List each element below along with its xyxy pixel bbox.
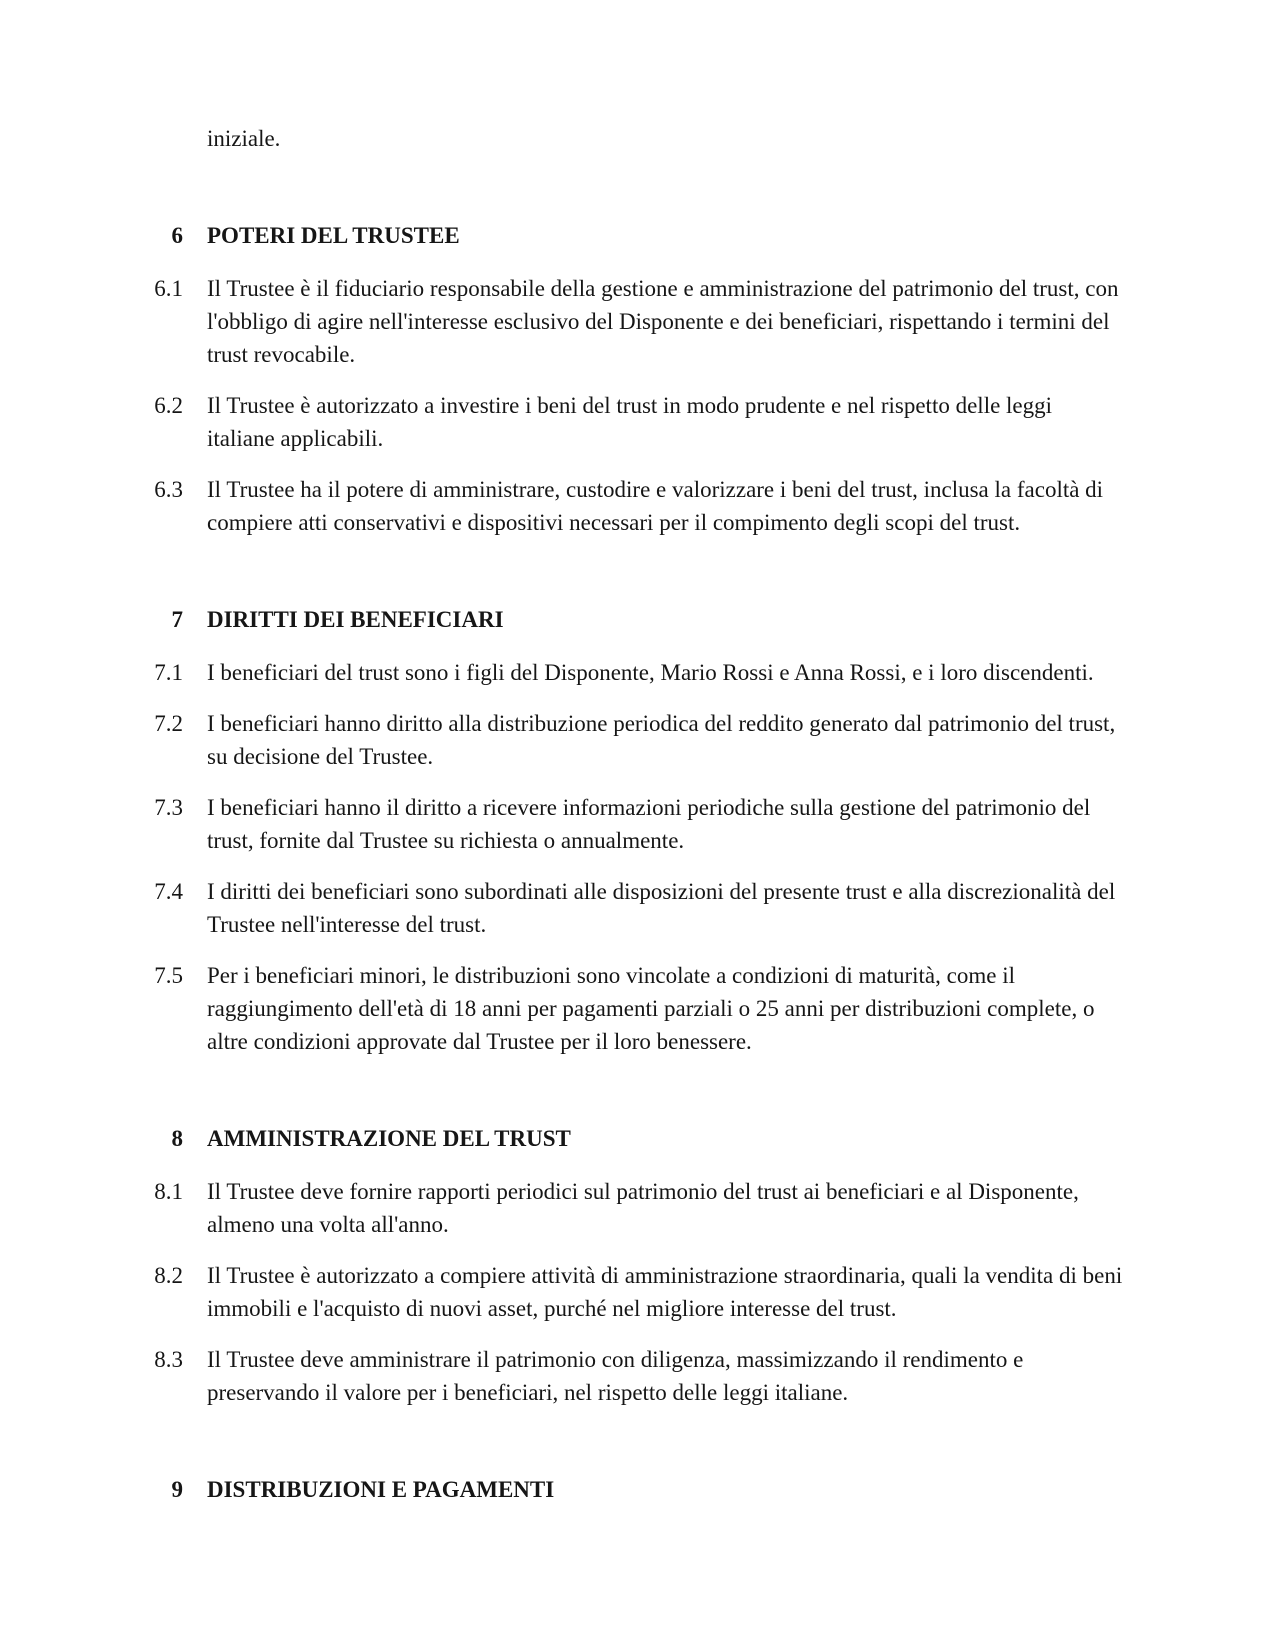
clause-row-6-1 bbox=[154, 272, 1125, 371]
clause-row-6-3 bbox=[154, 473, 1125, 539]
clause-number: 7.4 bbox=[154, 879, 183, 904]
clause-row-8-1 bbox=[154, 1175, 1125, 1241]
clause-text: I beneficiari hanno diritto alla distribuzione periodica del reddito generato dal patrimonio del trust, su decisione del Trustee. bbox=[207, 711, 1116, 769]
clause-row-7-2 bbox=[154, 707, 1125, 773]
clause-text: Il Trustee è autorizzato a investire i beni del trust in modo prudente e nel rispetto delle leggi italiane applicabili. bbox=[207, 393, 1053, 451]
clause-text: Il Trustee deve fornire rapporti periodici sul patrimonio del trust ai beneficiari e al Disponente, almeno una volta all'anno. bbox=[207, 1179, 1079, 1237]
section-heading-7 bbox=[154, 603, 1125, 636]
section-heading-6 bbox=[154, 219, 1125, 252]
section-title: POTERI DEL TRUSTEE bbox=[207, 223, 460, 248]
clause-text: Il Trustee è il fiduciario responsabile della gestione e amministrazione del patrimonio del trust, con l'obbligo di agire nell'interesse esclusivo del Disponente e dei beneficiari, rispettando i termini del trust revocabile. bbox=[207, 276, 1119, 367]
clause-text: Per i beneficiari minori, le distribuzioni sono vincolate a condizioni di maturità, come il raggiungimento dell'età di 18 anni per pagamenti parziali o 25 anni per distribuzioni complete, o altre condizioni approvate dal Trustee per il loro benessere. bbox=[207, 963, 1095, 1054]
clause-number: 7.5 bbox=[154, 963, 183, 988]
clause-number: 8.2 bbox=[154, 1263, 183, 1288]
clause-text: I diritti dei beneficiari sono subordinati alle disposizioni del presente trust e alla discrezionalità del Trustee nell'interesse del trust. bbox=[207, 879, 1116, 937]
clause-number: 7.3 bbox=[154, 795, 183, 820]
clause-number: 8.3 bbox=[154, 1347, 183, 1372]
clause-text: Il Trustee ha il potere di amministrare, custodire e valorizzare i beni del trust, inclusa la facoltà di compiere atti conservativi e dispositivi necessari per il compimento degli scopi del trust. bbox=[207, 477, 1104, 535]
clause-row-7-1 bbox=[154, 656, 1125, 689]
clause-number: 6.3 bbox=[154, 477, 183, 502]
section-number: 7 bbox=[171, 607, 183, 632]
section-title: AMMINISTRAZIONE DEL TRUST bbox=[207, 1126, 571, 1151]
clause-row-7-4 bbox=[154, 875, 1125, 941]
clause-number: 7.1 bbox=[154, 660, 183, 685]
clause-text: Il Trustee deve amministrare il patrimonio con diligenza, massimizzando il rendimento e preservando il valore per i beneficiari, nel rispetto delle leggi italiane. bbox=[207, 1347, 1024, 1405]
section-title: DISTRIBUZIONI E PAGAMENTI bbox=[207, 1477, 555, 1502]
paragraph-continuation: iniziale. bbox=[207, 126, 281, 151]
clause-row-7-5 bbox=[154, 959, 1125, 1058]
section-heading-8 bbox=[154, 1122, 1125, 1155]
clause-number: 7.2 bbox=[154, 711, 183, 736]
section-number: 8 bbox=[171, 1126, 183, 1151]
clause-row-8-3 bbox=[154, 1343, 1125, 1409]
clause-number: 6.1 bbox=[154, 276, 183, 301]
section-number: 9 bbox=[171, 1477, 183, 1502]
clause-row-7-3 bbox=[154, 791, 1125, 857]
clause-row-6-2 bbox=[154, 389, 1125, 455]
clause-row-8-2 bbox=[154, 1259, 1125, 1325]
clause-number: 6.2 bbox=[154, 393, 183, 418]
clause-text: I beneficiari hanno il diritto a ricevere informazioni periodiche sulla gestione del patrimonio del trust, fornite dal Trustee su richiesta o annualmente. bbox=[207, 795, 1091, 853]
section-heading-9 bbox=[154, 1473, 1125, 1506]
clause-number: 8.1 bbox=[154, 1179, 183, 1204]
section-title: DIRITTI DEI BENEFICIARI bbox=[207, 607, 504, 632]
clause-text: Il Trustee è autorizzato a compiere attività di amministrazione straordinaria, quali la vendita di beni immobili e l'acquisto di nuovi asset, purché nel migliore interesse del trust. bbox=[207, 1263, 1123, 1321]
section-number: 6 bbox=[171, 223, 183, 248]
clause-text: I beneficiari del trust sono i figli del Disponente, Mario Rossi e Anna Rossi, e i loro discendenti. bbox=[207, 660, 1094, 685]
